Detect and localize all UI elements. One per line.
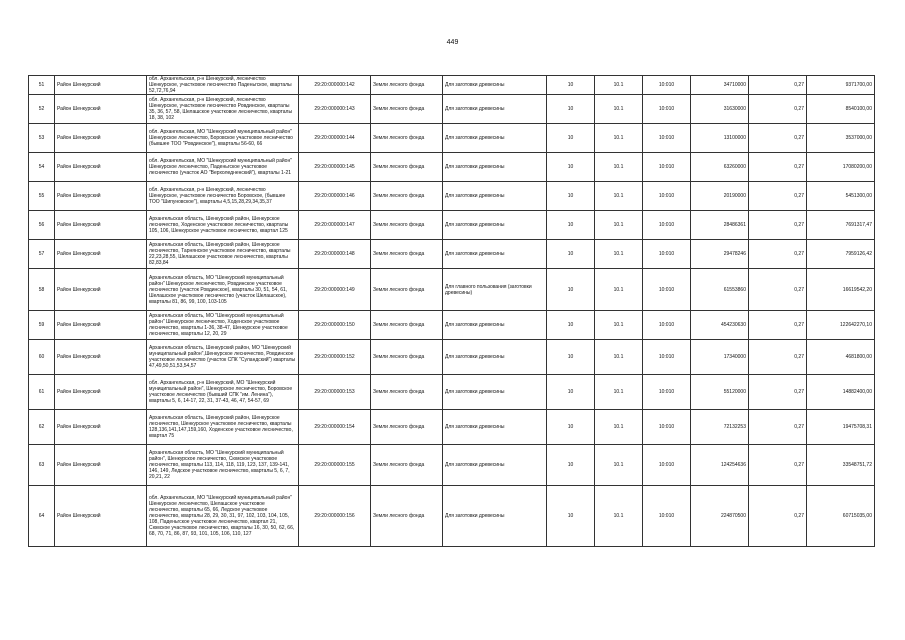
- cadastral-value-cell: 16619542,20: [807, 269, 875, 311]
- rate-cell: 0,27: [749, 340, 807, 375]
- district-cell: Район Шенкурский: [55, 95, 147, 124]
- group-code-cell: 10:010: [643, 182, 691, 211]
- group-code-cell: 10:010: [643, 410, 691, 445]
- code-cell: 10: [547, 486, 595, 547]
- permitted-use-cell: Для заготовки древесины: [443, 153, 547, 182]
- table-row: [29, 445, 875, 486]
- area-cell: 28486361: [691, 211, 749, 240]
- subcode-cell: 10.1: [595, 375, 643, 410]
- code-cell: 10: [547, 311, 595, 340]
- row-number: 56: [29, 211, 55, 240]
- code-cell: 10: [547, 153, 595, 182]
- land-category-cell: Земли лесного фонда: [371, 269, 443, 311]
- location-cell: Архангельская область, МО "Шенкурский муниципальный район" Шенкурское лесничество, Ходенское участковое лесничество, кварталы 1-36, 38-47, Шенкурское участковое лесничество, кварталы 12, 20, 29: [147, 311, 299, 340]
- group-code-cell: 10:010: [643, 211, 691, 240]
- subcode-cell: 10.1: [595, 445, 643, 486]
- group-code-cell: 10:010: [643, 153, 691, 182]
- cadastral-number-cell: 29:20:000000:153: [299, 375, 371, 410]
- subcode-cell: 10.1: [595, 311, 643, 340]
- area-cell: 124254636: [691, 445, 749, 486]
- permitted-use-cell: Для заготовки древесины: [443, 375, 547, 410]
- code-cell: 10: [547, 95, 595, 124]
- location-cell: обл. Архангельская, р-н Шенкурский, лесничество Шенкурское, участковое лесничество Паденьгское, кварталы 52,72,76,94: [147, 76, 299, 95]
- subcode-cell: 10.1: [595, 410, 643, 445]
- area-cell: 454230630: [691, 311, 749, 340]
- permitted-use-cell: Для главного пользования (заготовки древесины): [443, 269, 547, 311]
- rate-cell: 0,27: [749, 95, 807, 124]
- cadastral-value-cell: 14882400,00: [807, 375, 875, 410]
- land-category-cell: Земли лесного фонда: [371, 182, 443, 211]
- group-code-cell: 10:010: [643, 124, 691, 153]
- subcode-cell: 10.1: [595, 486, 643, 547]
- code-cell: 10: [547, 269, 595, 311]
- table-row: [29, 375, 875, 410]
- permitted-use-cell: Для заготовки древесины: [443, 486, 547, 547]
- table-row: [29, 240, 875, 269]
- group-code-cell: 10:010: [643, 340, 691, 375]
- permitted-use-cell: Для заготовки древесины: [443, 340, 547, 375]
- row-number: 60: [29, 340, 55, 375]
- cadastral-number-cell: 29:20:000000:156: [299, 486, 371, 547]
- code-cell: 10: [547, 375, 595, 410]
- cadastral-number-cell: 29:20:000000:148: [299, 240, 371, 269]
- rate-cell: 0,27: [749, 375, 807, 410]
- row-number: 58: [29, 269, 55, 311]
- rate-cell: 0,27: [749, 76, 807, 95]
- cadastral-value-cell: 8540100,00: [807, 95, 875, 124]
- land-category-cell: Земли лесного фонда: [371, 340, 443, 375]
- location-cell: обл. Архангельская, МО "Шенкурский муниципальный район" Шенкурское лесничество, Паденьгское участковое лесничество (участок АО "Верхоледненский"), кварталы 1-21: [147, 153, 299, 182]
- cadastral-value-cell: 122642270,10: [807, 311, 875, 340]
- cadastral-number-cell: 29:20:000000:149: [299, 269, 371, 311]
- cadastral-value-cell: 7691317,47: [807, 211, 875, 240]
- district-cell: Район Шенкурский: [55, 76, 147, 95]
- table-row: [29, 211, 875, 240]
- subcode-cell: 10.1: [595, 340, 643, 375]
- location-cell: Архангельская область, Шенкурский район, Шенкурское лесничество, Тарнянское участковое лесничество, кварталы 22,23,28,55, Шелашское участковое лесничество, кварталы 82,83,84: [147, 240, 299, 269]
- cadastral-number-cell: 29:20:000000:154: [299, 410, 371, 445]
- district-cell: Район Шенкурский: [55, 269, 147, 311]
- rate-cell: 0,27: [749, 240, 807, 269]
- cadastral-value-cell: 60715035,00: [807, 486, 875, 547]
- permitted-use-cell: Для заготовки древесины: [443, 95, 547, 124]
- subcode-cell: 10.1: [595, 182, 643, 211]
- table-row: [29, 95, 875, 124]
- location-cell: обл. Архангельская, МО "Шенкурский муниципальный район" Шенкурское лесничество, Шелашское участковое лесничество, кварталы 65, 66, Ледское участковое лесничество, кварталы 28, 29, 30, 31, 97, 102, 103, 104, 105, 108, Паденьгское участковое лесничество, квартал 21, Сюмское участковое лесничество, кварталы 16, 30, 50, 62, 66, 68, 70, 71, 86, 87, 93, 101, 105, 106, 110, 127: [147, 486, 299, 547]
- area-cell: 17340000: [691, 340, 749, 375]
- subcode-cell: 10.1: [595, 240, 643, 269]
- table-row: [29, 182, 875, 211]
- group-code-cell: 10:010: [643, 269, 691, 311]
- group-code-cell: 10:010: [643, 95, 691, 124]
- row-number: 61: [29, 375, 55, 410]
- area-cell: 34710000: [691, 76, 749, 95]
- area-cell: 61553860: [691, 269, 749, 311]
- land-category-cell: Земли лесного фонда: [371, 211, 443, 240]
- rate-cell: 0,27: [749, 153, 807, 182]
- group-code-cell: 10:010: [643, 445, 691, 486]
- group-code-cell: 10:010: [643, 240, 691, 269]
- cadastral-number-cell: 29:20:000000:143: [299, 95, 371, 124]
- area-cell: 20190000: [691, 182, 749, 211]
- code-cell: 10: [547, 182, 595, 211]
- row-number: 57: [29, 240, 55, 269]
- area-cell: 29478246: [691, 240, 749, 269]
- table-row: [29, 340, 875, 375]
- row-number: 55: [29, 182, 55, 211]
- group-code-cell: 10:010: [643, 486, 691, 547]
- rate-cell: 0,27: [749, 211, 807, 240]
- area-cell: 63260000: [691, 153, 749, 182]
- rate-cell: 0,27: [749, 445, 807, 486]
- table-row: [29, 311, 875, 340]
- subcode-cell: 10.1: [595, 153, 643, 182]
- land-category-cell: Земли лесного фонда: [371, 410, 443, 445]
- district-cell: Район Шенкурский: [55, 445, 147, 486]
- subcode-cell: 10.1: [595, 211, 643, 240]
- row-number: 53: [29, 124, 55, 153]
- location-cell: обл. Архангельская, р-н Шенкурский, МО "Шенкурский муниципальный район", Шенкурское лесничество, Боровское участковое лесничество (бывший СПК "им. Ленина"), кварталы 5, 6, 14-17, 22, 31, 37-43, 46, 47, 54-57, 69: [147, 375, 299, 410]
- permitted-use-cell: Для заготовки древесины: [443, 124, 547, 153]
- cadastral-number-cell: 29:20:000000:147: [299, 211, 371, 240]
- permitted-use-cell: Для заготовки древесины: [443, 445, 547, 486]
- rate-cell: 0,27: [749, 410, 807, 445]
- district-cell: Район Шенкурский: [55, 153, 147, 182]
- row-number: 59: [29, 311, 55, 340]
- permitted-use-cell: Для заготовки древесины: [443, 182, 547, 211]
- subcode-cell: 10.1: [595, 124, 643, 153]
- cadastral-value-cell: 3537000,00: [807, 124, 875, 153]
- location-cell: обл. Архангельская, МО "Шенкурский муниципальный район" Шенкурское лесничество, Боровское участковое лесничество (бывшее ТОО "Ровдинское"), кварталы 56-60, 66: [147, 124, 299, 153]
- table-row: [29, 486, 875, 547]
- group-code-cell: 10:010: [643, 76, 691, 95]
- district-cell: Район Шенкурский: [55, 240, 147, 269]
- area-cell: 13100000: [691, 124, 749, 153]
- cadastral-number-cell: 29:20:000000:145: [299, 153, 371, 182]
- cadastral-value-cell: 7959126,42: [807, 240, 875, 269]
- cadastral-value-cell: 19475708,31: [807, 410, 875, 445]
- row-number: 51: [29, 76, 55, 95]
- code-cell: 10: [547, 76, 595, 95]
- permitted-use-cell: Для заготовки древесины: [443, 410, 547, 445]
- permitted-use-cell: Для заготовки древесины: [443, 311, 547, 340]
- table-row: [29, 76, 875, 95]
- permitted-use-cell: Для заготовки древесины: [443, 240, 547, 269]
- area-cell: 55120000: [691, 375, 749, 410]
- code-cell: 10: [547, 445, 595, 486]
- permitted-use-cell: Для заготовки древесины: [443, 76, 547, 95]
- subcode-cell: 10.1: [595, 76, 643, 95]
- land-category-cell: Земли лесного фонда: [371, 153, 443, 182]
- cadastral-value-cell: 9371700,00: [807, 76, 875, 95]
- location-cell: обл. Архангельская, р-н Шенкурский, лесничество Шенкурское, участковое лесничество Боровское, (бывшее ТОО "Шипуновское"), кварталы 4,5,15,28,29,34,35,37: [147, 182, 299, 211]
- row-number: 62: [29, 410, 55, 445]
- location-cell: обл. Архангельская, р-н Шенкурский, лесничество Шенкурское, участковое лесничество Ровдинское, кварталы 35, 36, 57, 58, Шелашское участковое лесничество, кварталы 18, 38, 102: [147, 95, 299, 124]
- rate-cell: 0,27: [749, 311, 807, 340]
- district-cell: Район Шенкурский: [55, 486, 147, 547]
- location-cell: Архангельская область, МО "Шенкурский муниципальный район", Шенкурское лесничество, Сюмское участковое лесничество, кварталы 113, 114, 118, 119, 123, 137, 139-141, 146, 149, Ледское участковое лесничество, кварталы 5, 6, 7, 20,21, 22: [147, 445, 299, 486]
- location-cell: Архангельская область, МО "Шенкурский муниципальный район" Шенкурское лесничество, Ровдинское участковое лесничество (участок Ровдинское), кварталы 30, 51, 54, 61, Шелашское участковое лесничество (участок Шелашское), кварталы 81, 86, 99, 100, 103-105: [147, 269, 299, 311]
- code-cell: 10: [547, 240, 595, 269]
- district-cell: Район Шенкурский: [55, 124, 147, 153]
- land-category-cell: Земли лесного фонда: [371, 311, 443, 340]
- land-category-cell: Земли лесного фонда: [371, 240, 443, 269]
- cadastral-number-cell: 29:20:000000:150: [299, 311, 371, 340]
- cadastral-number-cell: 29:20:000000:155: [299, 445, 371, 486]
- cadastral-number-cell: 29:20:000000:146: [299, 182, 371, 211]
- subcode-cell: 10.1: [595, 269, 643, 311]
- table-row: [29, 153, 875, 182]
- district-cell: Район Шенкурский: [55, 182, 147, 211]
- land-category-cell: Земли лесного фонда: [371, 445, 443, 486]
- land-category-cell: Земли лесного фонда: [371, 375, 443, 410]
- row-number: 54: [29, 153, 55, 182]
- cadastral-value-cell: 5451300,00: [807, 182, 875, 211]
- district-cell: Район Шенкурский: [55, 375, 147, 410]
- cadastral-number-cell: 29:20:000000:144: [299, 124, 371, 153]
- code-cell: 10: [547, 211, 595, 240]
- table-row: [29, 269, 875, 311]
- land-category-cell: Земли лесного фонда: [371, 76, 443, 95]
- area-cell: 224870500: [691, 486, 749, 547]
- rate-cell: 0,27: [749, 124, 807, 153]
- code-cell: 10: [547, 340, 595, 375]
- area-cell: 72132253: [691, 410, 749, 445]
- row-number: 63: [29, 445, 55, 486]
- cadastral-value-cell: 17080200,00: [807, 153, 875, 182]
- land-registry-table: [28, 75, 875, 547]
- page-number: 449: [446, 39, 459, 46]
- code-cell: 10: [547, 410, 595, 445]
- subcode-cell: 10.1: [595, 95, 643, 124]
- land-category-cell: Земли лесного фонда: [371, 95, 443, 124]
- rate-cell: 0,27: [749, 486, 807, 547]
- cadastral-number-cell: 29:20:000000:142: [299, 76, 371, 95]
- rate-cell: 0,27: [749, 182, 807, 211]
- district-cell: Район Шенкурский: [55, 410, 147, 445]
- permitted-use-cell: Для заготовки древесины: [443, 211, 547, 240]
- group-code-cell: 10:010: [643, 311, 691, 340]
- table-row: [29, 410, 875, 445]
- location-cell: Архангельская область, Шенкурский район, МО "Шенкурский муниципальный район",Шенкурское лесничество, Ровдинское участковое лесничество (участок СПК "Суландский") кварталы 47,49,50,51,53,54,57: [147, 340, 299, 375]
- cadastral-number-cell: 29:20:000000:152: [299, 340, 371, 375]
- group-code-cell: 10:010: [643, 375, 691, 410]
- land-category-cell: Земли лесного фонда: [371, 124, 443, 153]
- rate-cell: 0,27: [749, 269, 807, 311]
- code-cell: 10: [547, 124, 595, 153]
- district-cell: Район Шенкурский: [55, 211, 147, 240]
- district-cell: Район Шенкурский: [55, 340, 147, 375]
- row-number: 64: [29, 486, 55, 547]
- row-number: 52: [29, 95, 55, 124]
- cadastral-value-cell: 4681800,00: [807, 340, 875, 375]
- cadastral-value-cell: 33548751,72: [807, 445, 875, 486]
- table-row: [29, 124, 875, 153]
- area-cell: 31630000: [691, 95, 749, 124]
- table-body: [29, 76, 875, 547]
- location-cell: Архангельская область, Шенкурский район, Шенкурское лесничество, Шенкурское участковое лесничество, кварталы 128,136,141,147,159,160, Ходенское участковое лесничество, квартал 75: [147, 410, 299, 445]
- location-cell: Архангельская область, Шенкурский район, Шенкурское лесничество, Ходенское участковое лесничество, кварталы 105, 106, Шенкурское участковое лесничество, квартал 125: [147, 211, 299, 240]
- land-category-cell: Земли лесного фонда: [371, 486, 443, 547]
- district-cell: Район Шенкурский: [55, 311, 147, 340]
